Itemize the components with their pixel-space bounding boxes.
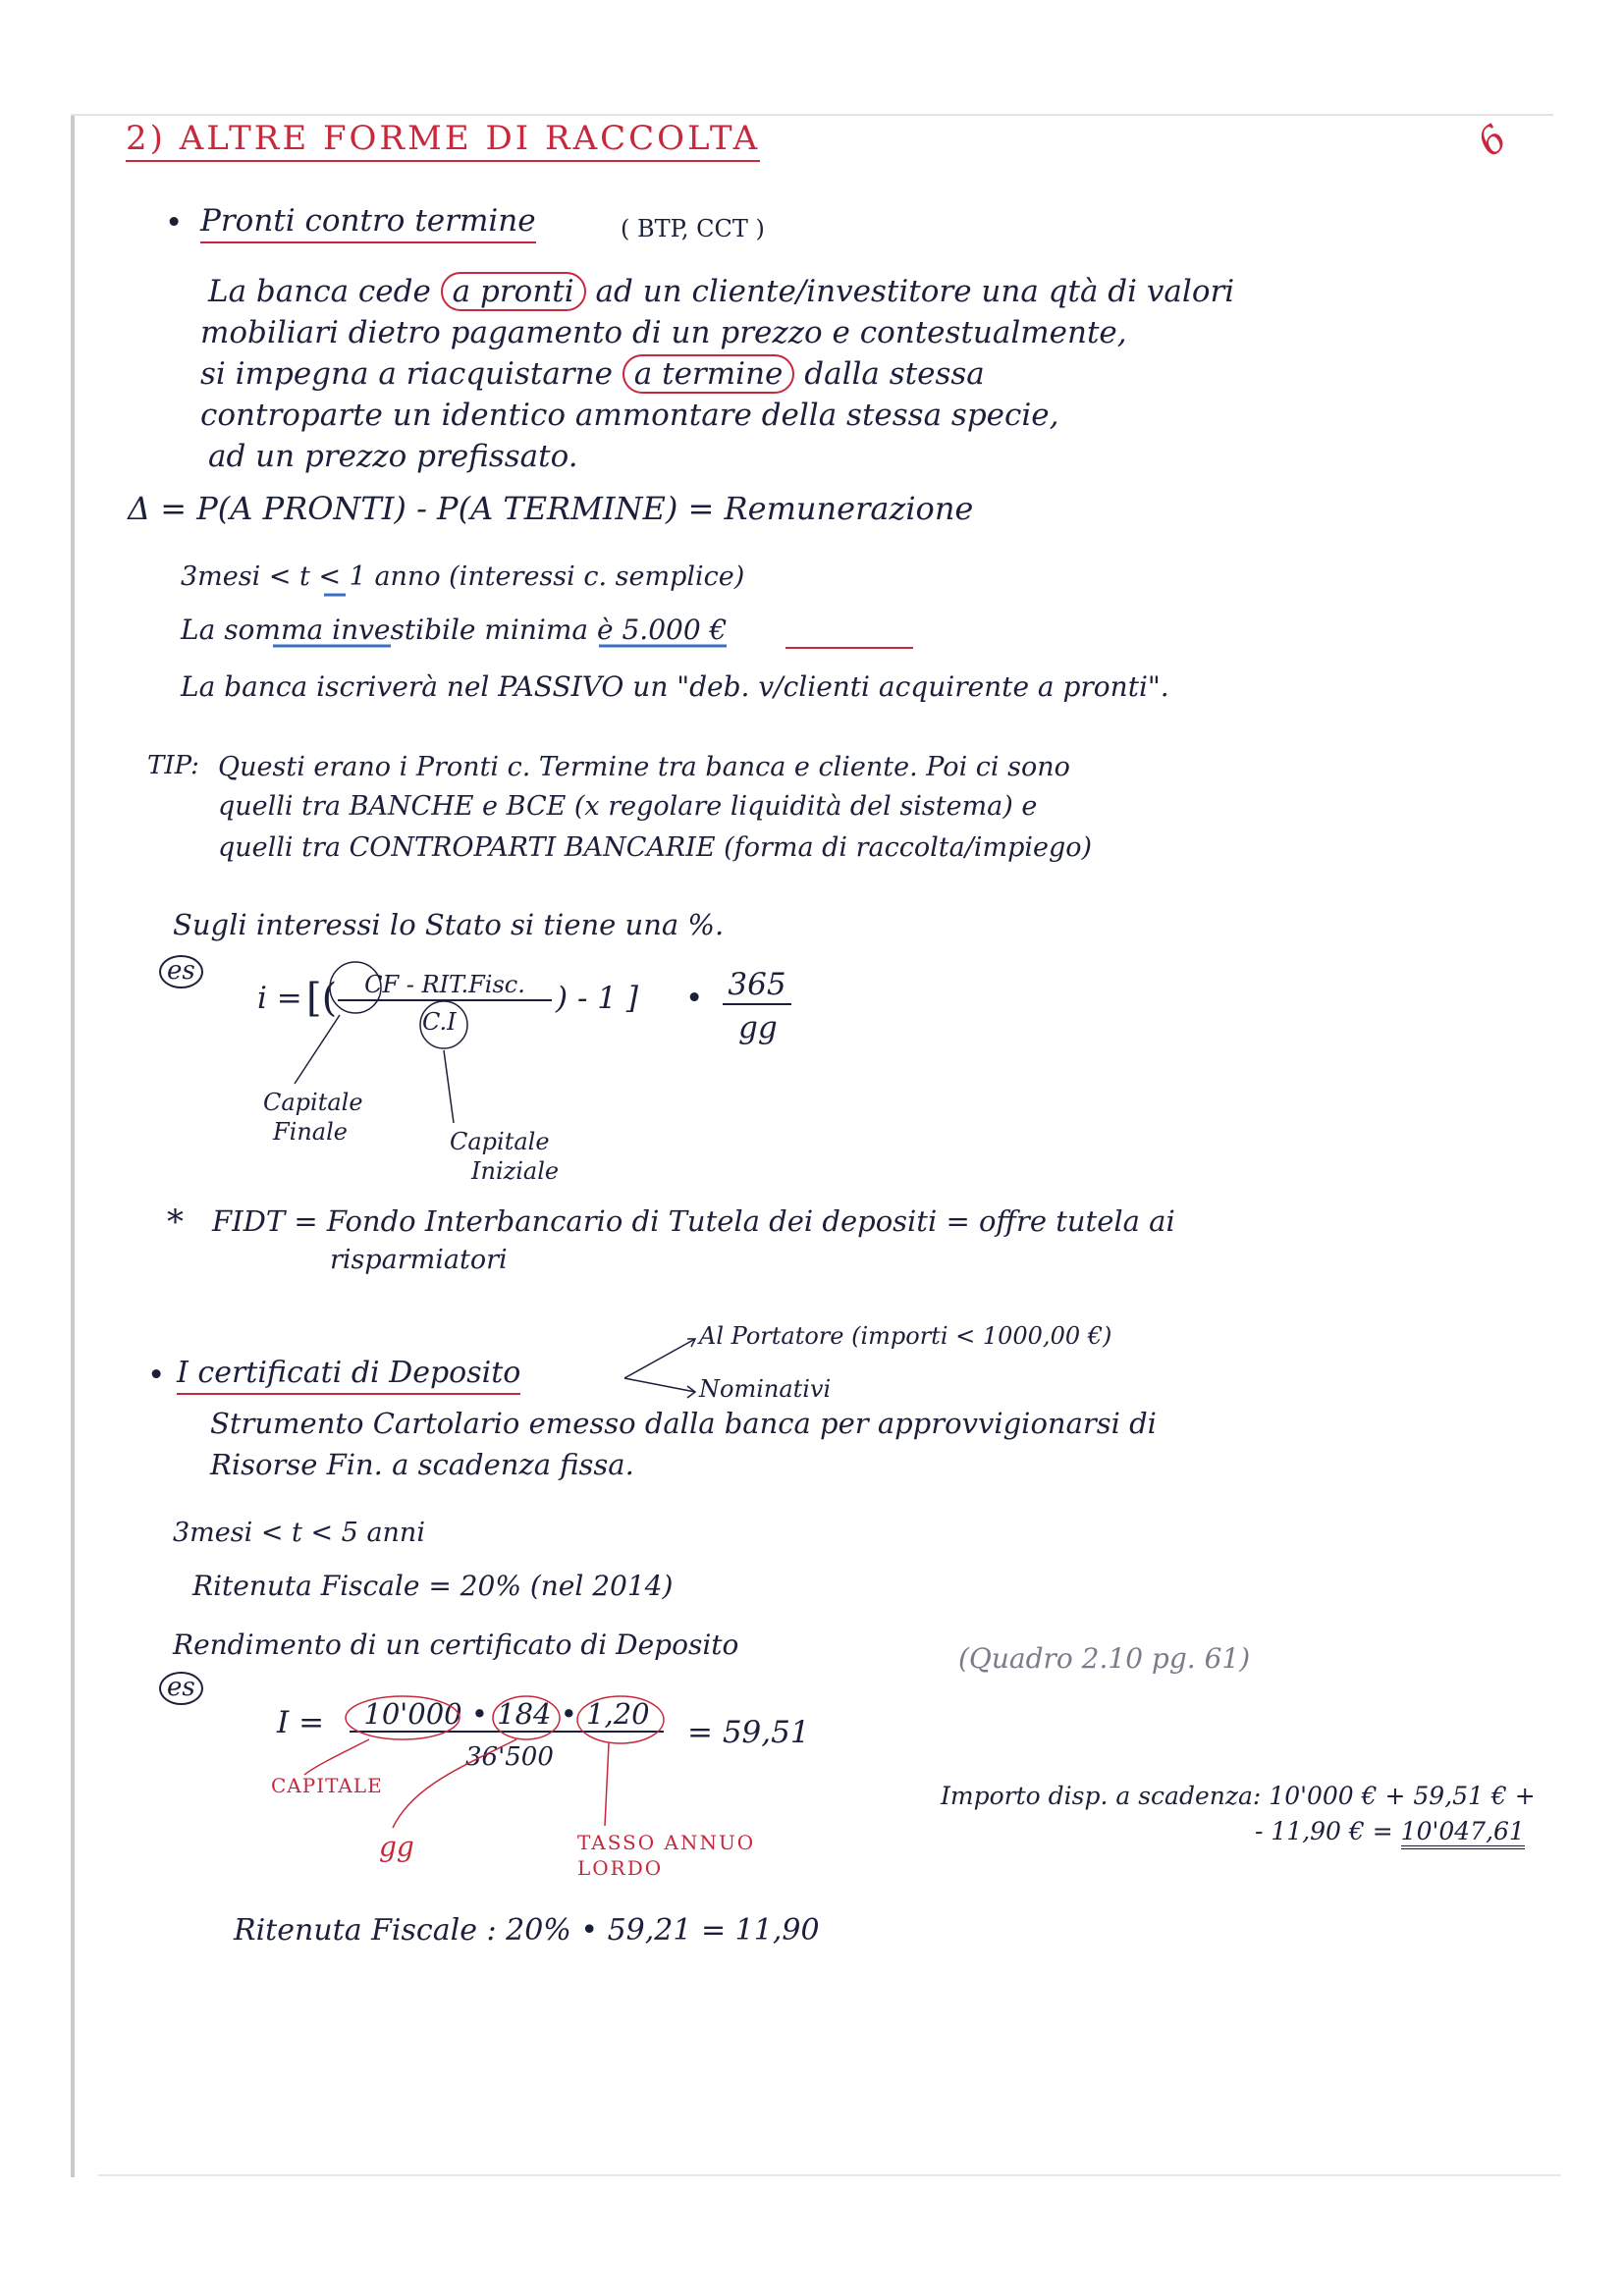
label-cf-1: Capitale xyxy=(263,1089,363,1116)
cd-lbl-tasso-1: TASSO ANNUO xyxy=(577,1831,756,1854)
rate-leader xyxy=(605,1743,609,1826)
label-ci-1: Capitale xyxy=(450,1128,550,1155)
page-number: 6 xyxy=(1469,116,1515,165)
pct-point-3: La banca iscriverà nel PASSIVO un "deb. v/clienti acquirente a pronti". xyxy=(181,670,1169,703)
cd-branch-2: Nominativi xyxy=(699,1375,832,1403)
interest-frac-top: 365 xyxy=(723,968,791,1005)
cd-rendimento: Rendimento di un certificato di Deposito xyxy=(173,1629,739,1661)
cd-lbl-gg: gg xyxy=(379,1831,414,1863)
interest-note: Sugli interessi lo Stato si tiene una %. xyxy=(173,908,725,941)
es-badge-1: es xyxy=(159,952,203,988)
capital-leader xyxy=(304,1739,369,1775)
interest-numerator: CF - RIT.Fisc. xyxy=(338,972,552,1001)
cd-desc-2: Risorse Fin. a scadenza fissa. xyxy=(210,1448,634,1481)
pct-point-1: 3mesi < t < 1 anno (interessi c. semplice) xyxy=(181,561,745,592)
pct-desc-line-5: ad un prezzo prefissato. xyxy=(208,439,578,474)
tip-line-3: quelli tra CONTROPARTI BANCARIE (forma di raccolta/impiego) xyxy=(218,832,1093,863)
interest-i-label: i = xyxy=(257,981,302,1016)
pct-formula: Δ = P(A PRONTI) - P(A TERMINE) = Remunerazione xyxy=(128,490,974,527)
cd-denominator: 36'500 xyxy=(465,1742,554,1772)
ci-circle xyxy=(420,1001,467,1048)
pct-bullet: • xyxy=(165,205,184,240)
cd-importo-1: Importo disp. a scadenza: 10'000 € + 59,51 € + xyxy=(941,1782,1536,1810)
cd-term: 3mesi < t < 5 anni xyxy=(173,1518,425,1548)
section-heading: 2) ALTRE FORME DI RACCOLTA xyxy=(126,120,760,162)
cd-importo-total: 10'047,61 xyxy=(1401,1817,1525,1849)
cd-result: = 59,51 xyxy=(687,1715,810,1750)
pct-desc-line-3: si impegna a riacquistarne a termine dalla stessa xyxy=(200,356,985,392)
interest-minus-one: ) - 1 ] xyxy=(556,981,638,1016)
cd-importo-2: - 11,90 € = 10'047,61 xyxy=(1255,1818,1525,1846)
cd-ritenuta: Ritenuta Fiscale = 20% (nel 2014) xyxy=(192,1570,674,1602)
interest-frac-bottom: gg xyxy=(738,1010,778,1045)
cd-numerator: 10'000 • 184 • 1,20 xyxy=(350,1698,664,1733)
pct-desc-line-2: mobiliari dietro pagamento di un prezzo e contestualmente, xyxy=(200,315,1127,350)
es-badge-2: es xyxy=(159,1669,203,1705)
pct-desc-line-4: controparte un identico ammontare della stessa specie, xyxy=(200,398,1059,433)
pct-subtitle: ( BTP, CCT ) xyxy=(621,215,765,242)
pct-point-2: La somma investibile minima è 5.000 € xyxy=(181,614,728,646)
cd-I-label: I = xyxy=(277,1705,325,1740)
branch-arrow-2 xyxy=(624,1378,695,1392)
cd-lbl-tasso-2: LORDO xyxy=(577,1856,664,1880)
fidt-star: * xyxy=(167,1202,184,1242)
tip-line-2: quelli tra BANCHE e BCE (x regolare liquidità del sistema) e xyxy=(218,791,1038,822)
pct-desc-line-1: La banca cede a pronti ad un cliente/investitore una qtà di valori xyxy=(208,274,1235,309)
oval-rate xyxy=(577,1696,664,1743)
oval-days xyxy=(493,1696,560,1739)
cd-ref: (Quadro 2.10 pg. 61) xyxy=(958,1642,1251,1675)
fidt-text: FIDT = Fondo Interbancario di Tutela dei depositi = offre tutela ai xyxy=(212,1204,1175,1238)
cf-leader xyxy=(295,1015,340,1084)
label-ci-2: Iniziale xyxy=(471,1157,560,1185)
days-leader xyxy=(393,1739,516,1828)
ci-leader xyxy=(444,1050,454,1123)
interest-times: • xyxy=(685,981,704,1016)
tip-label: TIP: xyxy=(147,751,199,780)
label-cf-2: Finale xyxy=(273,1118,348,1146)
cd-bullet: • xyxy=(147,1358,166,1393)
fidt-text-2: risparmiatori xyxy=(330,1245,508,1275)
interest-denominator: C.I xyxy=(422,1008,457,1036)
tip-line-1: Questi erano i Pronti c. Termine tra banca e cliente. Poi ci sono xyxy=(218,752,1070,782)
cf-circle xyxy=(330,962,381,1013)
cd-branch-1: Al Portatore (importi < 1000,00 €) xyxy=(699,1322,1112,1350)
interest-open-bracket: [( xyxy=(306,976,338,1021)
a-termine-highlight: a termine xyxy=(623,354,795,394)
oval-capital xyxy=(346,1696,460,1739)
a-pronti-highlight: a pronti xyxy=(441,272,586,311)
branch-arrow-1 xyxy=(624,1339,695,1378)
cd-rit-calc: Ritenuta Fiscale : 20% • 59,21 = 11,90 xyxy=(234,1913,820,1948)
cd-title: I certificati di Deposito xyxy=(177,1357,520,1395)
cd-desc-1: Strumento Cartolario emesso dalla banca per approvvigionarsi di xyxy=(210,1407,1157,1440)
pct-title: Pronti contro termine xyxy=(200,204,536,243)
cd-lbl-capitale: CAPITALE xyxy=(271,1774,383,1797)
